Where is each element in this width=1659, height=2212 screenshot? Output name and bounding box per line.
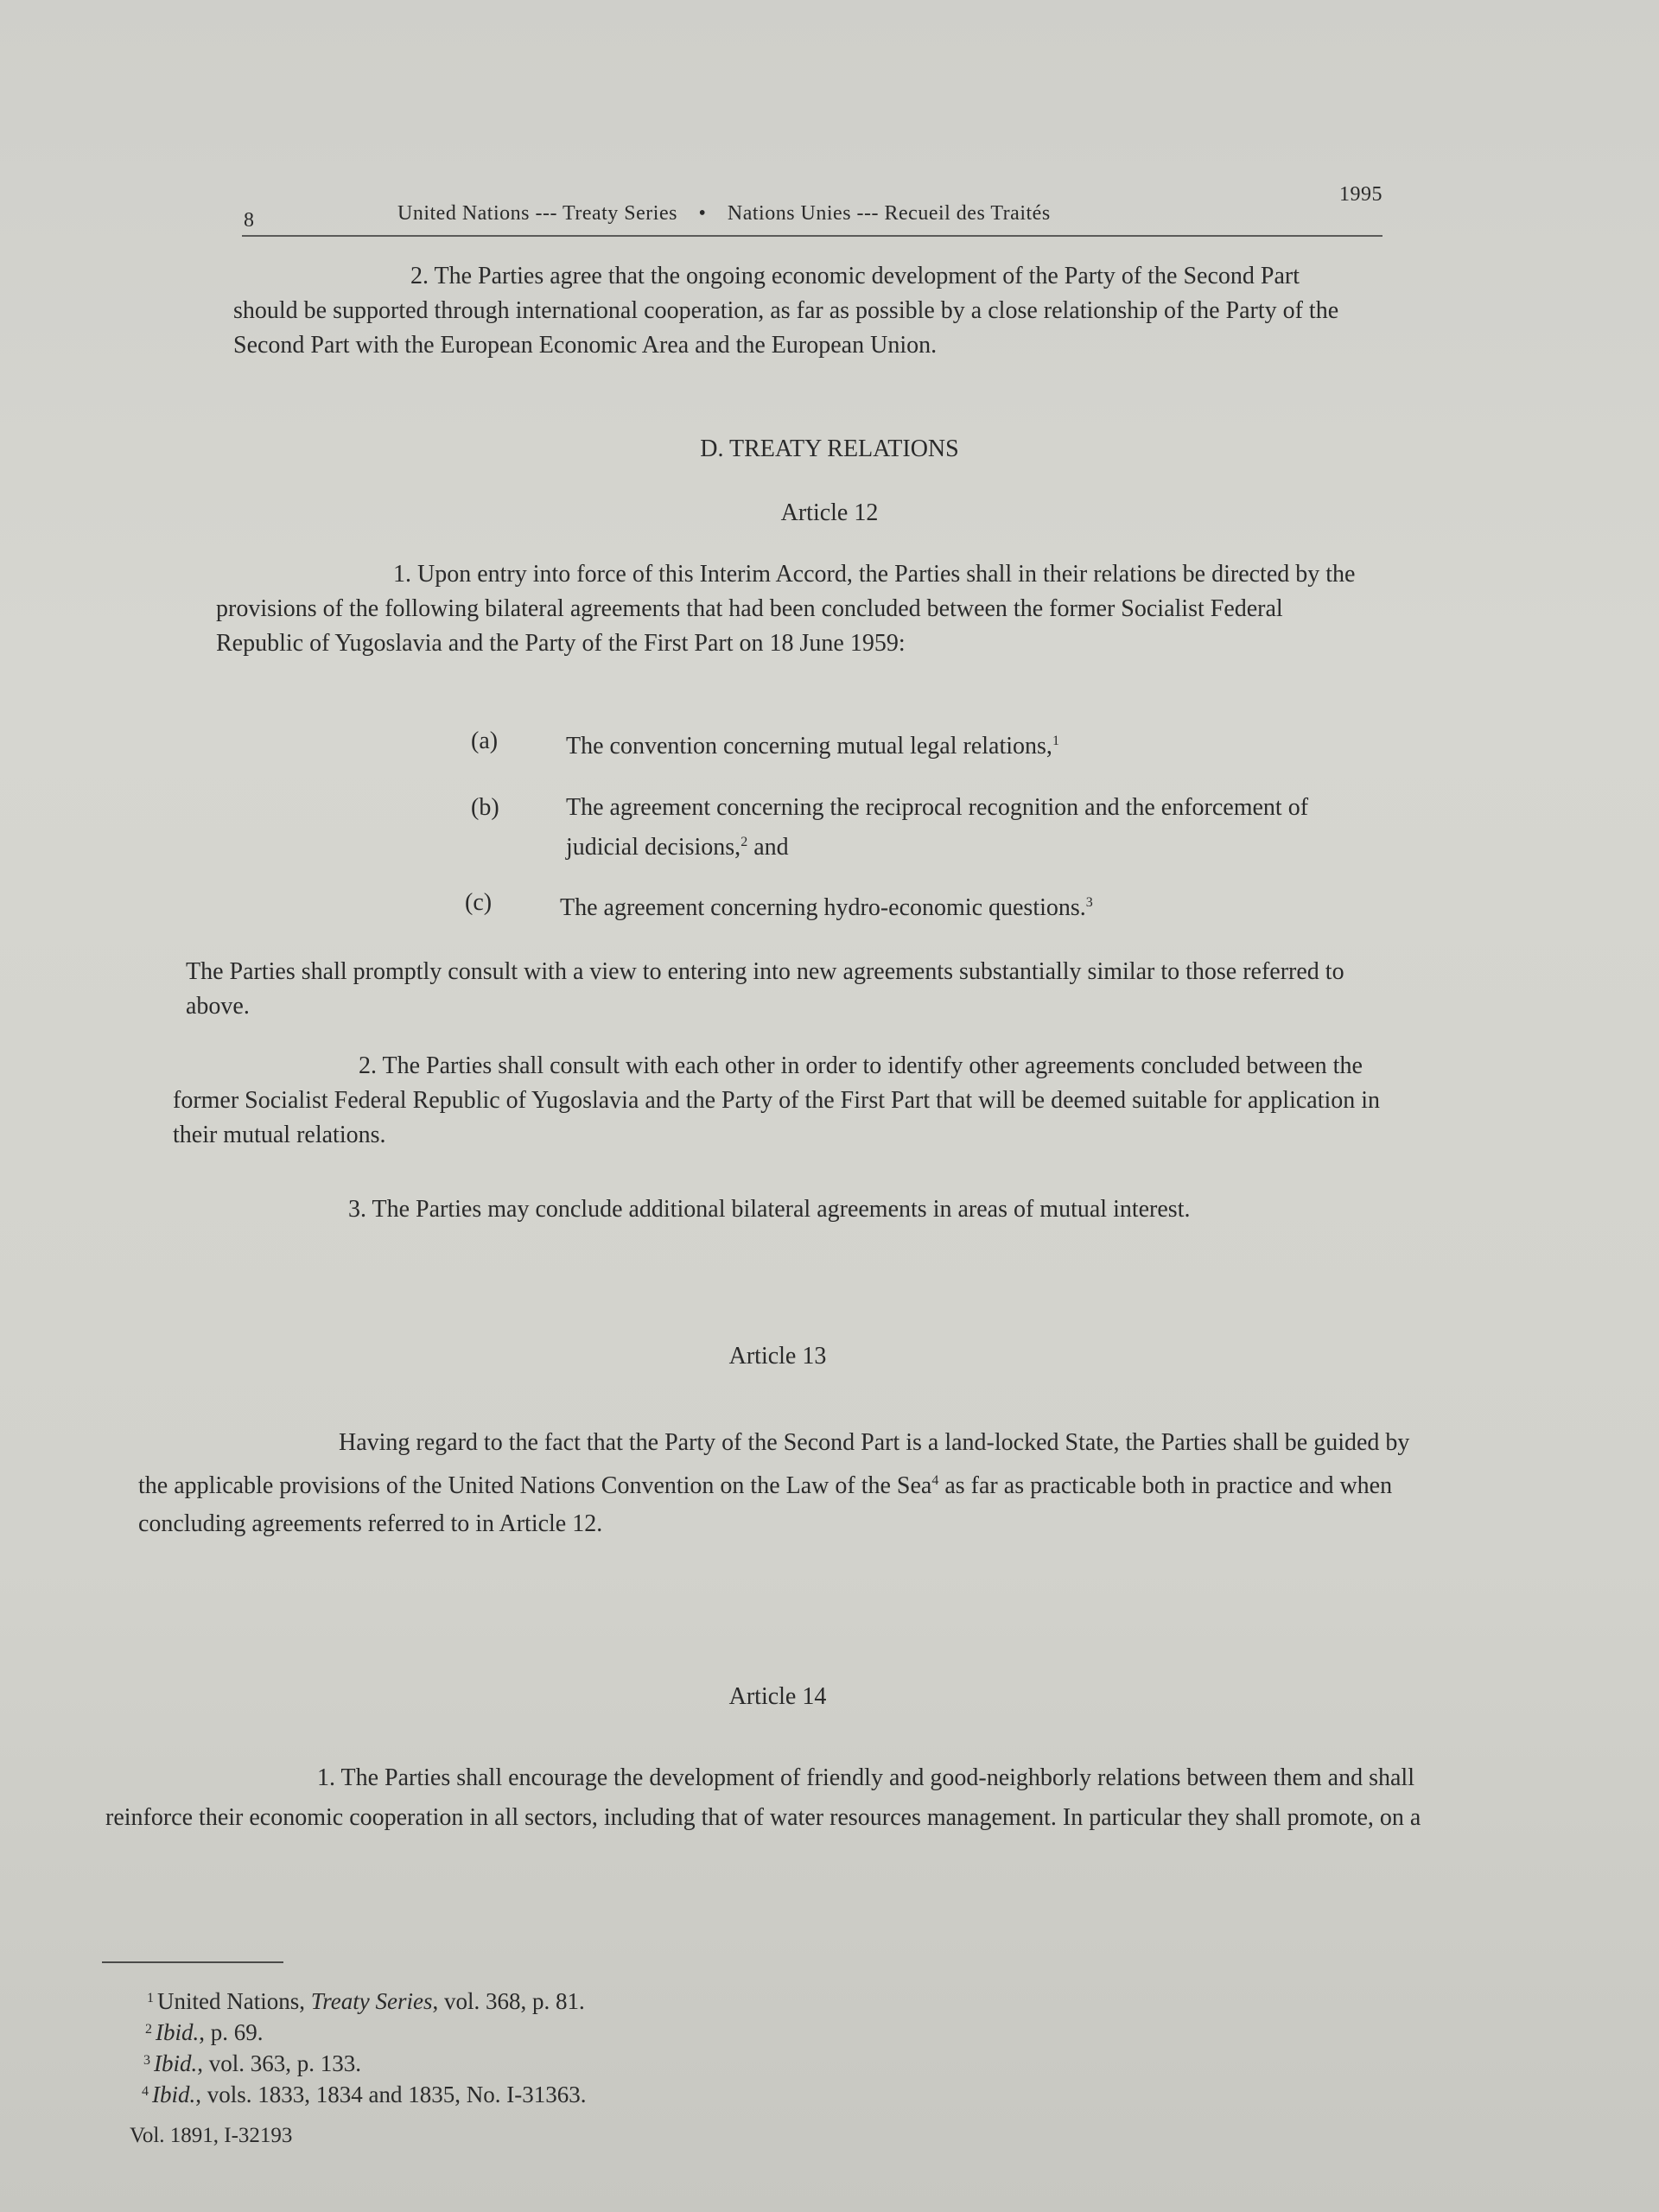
list-item-label: (c) — [465, 889, 493, 916]
article-12-paragraph-3: 3. The Parties may conclude additional bilateral agreements in areas of mutual interest. — [348, 1196, 1191, 1223]
article-13-heading: Article 13 — [728, 1343, 827, 1370]
footnote-rule — [102, 1961, 283, 1963]
header-year: 1995 — [1339, 183, 1382, 206]
header-title-en: United Nations --- Treaty Series — [397, 202, 677, 225]
list-item-text: The convention concerning mutual legal relations,$^1$ — [566, 733, 1059, 760]
list-item-label: (b) — [471, 794, 499, 821]
list-item-text: The agreement concerning the reciprocal recognition and the enforcement of judicial decisions,$^2$ and — [566, 794, 1309, 861]
footnote-1: $^1$ United Nations, Treaty Series, vol. 368, p. 81. — [147, 1988, 585, 2014]
article-12-paragraph-2: 2. The Parties shall consult with each other in order to identify other agreements concluded between the former Socialist Federal Republic of Yugoslavia and the Party of the First Part that will be deemed suitable for application in their mutual relations. — [173, 1052, 1381, 1148]
footnote-ref-4[interactable]: 4 — [931, 1473, 939, 1488]
header-separator: • — [698, 202, 707, 225]
footnote-ref-1[interactable]: 1 — [1052, 734, 1059, 748]
paragraph-c2: 2. The Parties agree that the ongoing economic development of the Party of the Second Part should be supported through international cooperation, as far as possible by a close relationship of the Party of the Second Part with the European Economic Area and the European Union. — [233, 263, 1339, 359]
article-12-heading: Article 12 — [780, 499, 879, 526]
header-title-fr: Nations Unies --- Recueil des Traités — [727, 202, 1051, 225]
article-12-consult-paragraph: The Parties shall promptly consult with a view to entering into new agreements substantially similar to those referred to above. — [186, 958, 1344, 1020]
footnote-4: $^4$ Ibid., vols. 1833, 1834 and 1835, No. I-31363. — [142, 2082, 587, 2107]
footnote-ref-3[interactable]: 3 — [1085, 895, 1093, 910]
list-item-text: The agreement concerning hydro-economic questions.$^3$ — [560, 894, 1093, 921]
article-12-paragraph-1: 1. Upon entry into force of this Interim Accord, the Parties shall in their relations be directed by the provisions of the following bilateral agreements that had been concluded between the former Socialist Federal Republic of Yugoslavia and the Party of the First Part on 18 June 1959: — [216, 561, 1356, 657]
page-number: 8 — [244, 209, 255, 232]
header-title — [397, 202, 1051, 226]
footnote-3: $^3$ Ibid., vol. 363, p. 133. — [143, 2050, 362, 2076]
footnote-2: $^2$ Ibid., p. 69. — [145, 2019, 264, 2045]
section-heading-d: D. TREATY RELATIONS — [700, 435, 959, 462]
volume-reference: Vol. 1891, I-32193 — [130, 2124, 293, 2147]
running-header — [242, 183, 1382, 237]
list-item-label: (a) — [471, 728, 499, 754]
article-14-heading: Article 14 — [728, 1683, 827, 1710]
article-13-paragraph: Having regard to the fact that the Party of the Second Part is a land-locked State, the Parties shall be guided by the applicable provisions of the United Nations Convention on the Law of the Sea$^4$ as far as practicable both in practice and when concluding agreements referred to in Article 12. — [138, 1429, 1410, 1537]
footnote-ref-2[interactable]: 2 — [741, 835, 748, 849]
article-14-paragraph-1: 1. The Parties shall encourage the development of friendly and good-neighborly relations between them and shall reinforce their economic cooperation in all sectors, including that of water resources management. In particular they shall promote, on a — [105, 1764, 1421, 1831]
